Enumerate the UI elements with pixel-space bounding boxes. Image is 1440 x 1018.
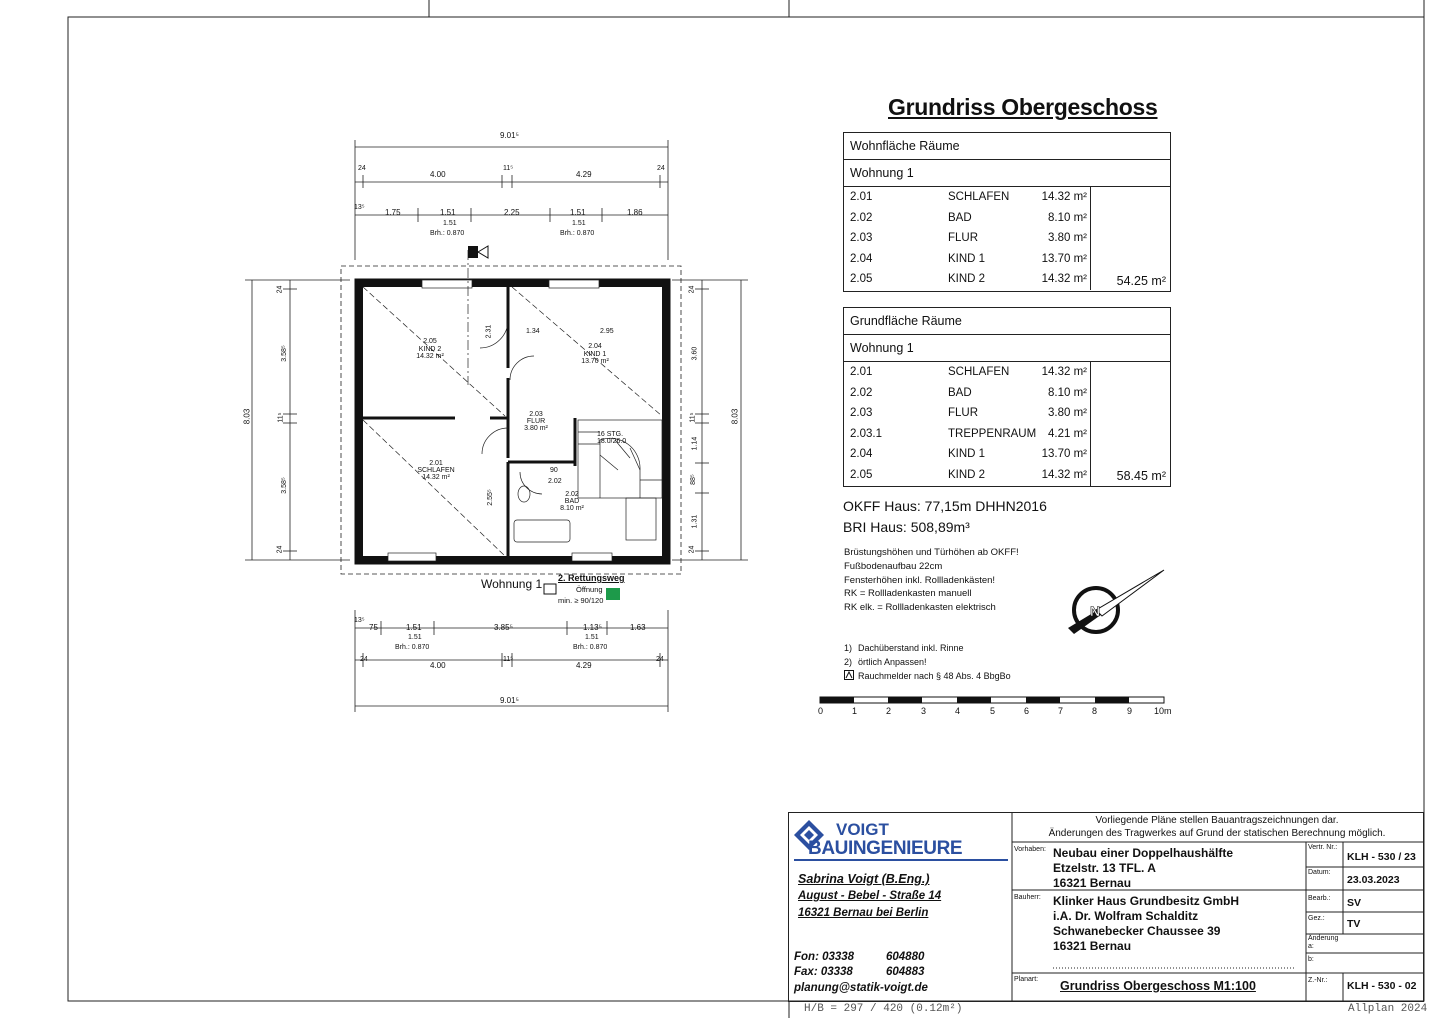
scale-label: 4 [955,706,961,716]
footnote-2: örtlich Anpassen! [858,657,927,667]
dim-top-b-4: 1.51 [570,208,586,217]
plan-type: Grundriss Obergeschoss M1:100 [1060,979,1256,993]
project-line-3: 16321 Bernau [1053,876,1132,890]
dim-inner-2: 2.55⁵ [486,489,494,506]
room-kind2-area: 14.32 m² [416,353,444,360]
dim-inner-4: 90 [550,467,558,474]
floor-area-total: 58.45 m² [1116,469,1166,483]
client-line-2: i.A. Dr. Wolfram Schalditz [1053,909,1199,923]
table-row: 2.05 KIND 2 14.32 m² [844,269,1091,290]
dim-top-a-1: 4.00 [430,170,446,179]
contact-fax-number: 604883 [886,966,925,978]
living-area-unit: Wohnung 1 [844,160,1170,187]
scale-label: 7 [1058,706,1064,716]
disclaimer-line-1: Vorliegende Pläne stellen Bauantragszeichnungen dar. [1095,815,1339,826]
room-kind2-name: KIND 2 [418,346,442,353]
room-bad-nr: 2.02 [565,491,579,498]
floor-area-unit: Wohnung 1 [844,335,1170,362]
floor-plan [240,125,760,725]
dim-inner-5: 2.02 [548,478,562,485]
company-name-2: BAUINGENIEURE [808,838,963,859]
dim-top-a-2: 11⁵ [503,165,514,172]
logo-divider [794,859,1008,861]
room-bad-area: 8.10 m² [560,505,584,512]
format-label: H/B = 297 / 420 (0.12m²) [804,1003,963,1015]
revision-a-label: a: [1308,943,1314,950]
rescue-title: 2. Rettungsweg [558,573,625,583]
scale-label: 5 [990,706,996,716]
drawing-number-label: Z.-Nr.: [1308,977,1328,984]
dim-right-2: 11⁵ [689,412,697,423]
scale-label: 3 [921,706,927,716]
dim-bottom-b-2: 11⁵ [503,656,514,663]
table-row: 2.01 SCHLAFEN 14.32 m² [844,187,1091,208]
date-value: 23.03.2023 [1347,874,1400,886]
room-kind1-name: KIND 1 [583,351,607,358]
room-schlafen-area: 14.32 m² [422,474,450,481]
living-area-table [843,132,1171,292]
dim-top-b-3: 2.25 [504,208,520,217]
dim-left-total: 8.03 [242,408,252,425]
room-flur-area: 3.80 m² [524,425,548,432]
project-line-1: Neubau einer Doppelhaushälfte [1053,846,1234,860]
svg-text:N: N [1090,603,1101,619]
room-flur-name: FLUR [526,418,546,425]
table-row: 2.02 BAD 8.10 m² [844,208,1091,229]
stair-steps: 16 STG. [597,431,624,438]
stair-ratio: 18.0/26.0 [597,438,627,445]
dim-right-0: 24 [688,285,696,294]
table-row: 2.04 KIND 1 13.70 m² [844,444,1091,465]
dim-bottom-b-1: 4.00 [430,661,446,670]
scale-label: 8 [1092,706,1098,716]
note-line: RK elk. = Rollladenkasten elektrisch [844,602,996,613]
dim-total-bottom: 9.01⁵ [500,696,519,705]
living-area-total: 54.25 m² [1116,274,1166,288]
editor-value: SV [1347,897,1362,909]
dim-top-b-2: 1.51 [440,208,456,217]
floor-area-table [843,307,1171,487]
dim-inner-0: 2.95 [600,328,614,335]
contact-person: Sabrina Voigt (B.Eng.) [798,872,930,886]
note-line: Fußbodenaufbau 22cm [844,561,943,572]
window-label-2: 1.51 [572,220,586,227]
contract-label: Vertr. Nr.: [1308,844,1338,851]
footnote-mark-2: 2) [844,657,853,667]
window-brh-1: Brh.: 0.870 [430,230,465,237]
table-row: 2.04 KIND 1 13.70 m² [844,249,1091,270]
dim-left-4: 24 [276,545,284,554]
scale-label: 6 [1024,706,1030,716]
contact-city: 16321 Bernau bei Berlin [798,907,929,919]
date-label: Datum: [1308,869,1331,876]
rescue-line-2: min. ≥ 90/120 [558,596,604,605]
dim-left-3: 3.58⁵ [280,477,288,494]
dim-bottom-a-4: 1.13⁵ [583,623,602,632]
company-name-1: VOIGT [836,820,889,839]
page-title: Grundriss Obergeschoss [888,94,1158,120]
contact-street: August - Bebel - Straße 14 [798,890,942,902]
contact-phone-label: Fon: 03338 [794,951,855,963]
window-brh-2: Brh.: 0.870 [560,230,595,237]
room-schlafen-nr: 2.01 [429,460,443,467]
window-label-1: 1.51 [443,220,457,227]
plan-unit-label: Wohnung 1 [481,577,543,591]
contact-phone-number: 604880 [886,951,925,963]
rescue-line-1: Öffnung [576,585,603,594]
dim-top-a-3: 4.29 [576,170,592,179]
floor-area-header: Grundfläche Räume [844,308,1170,335]
floor-area-rows [844,362,1170,486]
dim-top-b-5: 1.86 [627,208,643,217]
dim-right-6: 24 [688,545,696,554]
revision-label: Änderung [1308,935,1339,942]
dim-bottom-a-2: 1.51 [406,623,422,632]
dim-bottom-b-0: 24 [360,656,368,663]
client-line-4: 16321 Bernau [1053,939,1132,953]
contact-fax-label: Fax: 03338 [794,966,853,978]
table-row: 2.03.1 TREPPENRAUM 4.21 m² [844,424,1091,445]
window-label-3: 1.51 [408,634,422,641]
dim-bottom-a-3: 3.85⁵ [494,623,513,632]
living-area-header: Wohnfläche Räume [844,133,1170,160]
dim-top-b-0: 13⁵ [354,204,365,211]
client-line-1: Klinker Haus Grundbesitz GmbH [1053,894,1240,908]
project-line-2: Etzelstr. 13 TFL. A [1053,861,1156,875]
table-row: 2.03 FLUR 3.80 m² [844,228,1091,249]
room-kind1-area: 13.70 m² [581,358,609,365]
scale-label: 2 [886,706,892,716]
scale-label: 0 [818,706,824,716]
room-schlafen-name: SCHLAFEN [417,467,455,474]
footnote-mark-1: 1) [844,643,853,653]
window-brh-3: Brh.: 0.870 [395,644,430,651]
room-kind1-nr: 2.04 [588,343,602,350]
window-label-4: 1.51 [585,634,599,641]
note-line: RK = Rollladenkasten manuell [844,588,972,599]
dim-top-a-4: 24 [657,165,665,172]
dim-inner-1: 2.31 [485,324,493,339]
table-row: 2.02 BAD 8.10 m² [844,383,1091,404]
room-bad-name: BAD [564,498,580,505]
dim-top-a-0: 24 [358,165,366,172]
editor-label: Bearb.: [1308,895,1331,902]
software-label: Allplan 2024 [1348,1003,1428,1015]
dim-right-3: 1.14 [691,436,699,451]
dim-left-1: 3.58⁵ [280,345,288,362]
note-line: Fensterhöhen inkl. Rollladenkästen! [844,575,996,586]
client-line-3: Schwanebecker Chaussee 39 [1053,924,1221,938]
client-label: Bauherr: [1014,894,1041,901]
dim-inner-3: 1.34 [526,328,540,335]
table-row: 2.05 KIND 2 14.32 m² [844,465,1091,486]
dim-right-5: 1.31 [691,514,699,529]
smoke-detector-icon [844,670,854,680]
drawn-label: Gez.: [1308,915,1325,922]
disclaimer-line-2: Änderungen des Tragwerkes auf Grund der statischen Berechnung möglich. [1048,828,1386,839]
drawn-value: TV [1347,918,1361,930]
room-kind2-nr: 2.05 [423,338,437,345]
contact-email: planung@statik-voigt.de [794,982,928,994]
dim-left-2: 11⁵ [277,412,285,423]
dim-total-top: 9.01⁵ [500,131,519,140]
revision-b-label: b: [1308,956,1314,963]
footnote-3: Rauchmelder nach § 48 Abs. 4 BbgBo [858,671,1011,681]
dim-bottom-b-4: 24 [656,656,664,663]
room-flur-nr: 2.03 [529,411,543,418]
note-line: Brüstungshöhen und Türhöhen ab OKFF! [844,547,1019,558]
drawing-number: KLH - 530 - 02 [1347,980,1417,992]
dim-bottom-a-1: 75 [369,623,378,632]
dim-bottom-a-0: 13⁵ [354,617,365,624]
dim-top-b-1: 1.75 [385,208,401,217]
north-arrow-icon [1062,568,1168,638]
table-row: 2.03 FLUR 3.80 m² [844,403,1091,424]
okff-value: OKFF Haus: 77,15m DHHN2016 [843,498,1047,514]
plan-type-label: Planart: [1014,976,1039,983]
dim-left-0: 24 [276,285,284,294]
scale-label: 1 [852,706,858,716]
table-row: 2.01 SCHLAFEN 14.32 m² [844,362,1091,383]
dim-right-1: 3.60 [691,346,699,361]
footnote-1: Dachüberstand inkl. Rinne [858,643,964,653]
dim-bottom-b-3: 4.29 [576,661,592,670]
bri-value: BRI Haus: 508,89m³ [843,519,970,535]
project-label: Vorhaben: [1014,846,1046,853]
contract-number: KLH - 530 / 23 [1347,851,1416,863]
dim-right-4: 88⁵ [689,474,697,485]
scale-label: 9 [1127,706,1133,716]
dim-right-total: 8.03 [730,408,740,425]
dim-bottom-a-5: 1.63 [630,623,646,632]
window-brh-4: Brh.: 0.870 [573,644,608,651]
scale-label: 10m [1154,706,1172,716]
